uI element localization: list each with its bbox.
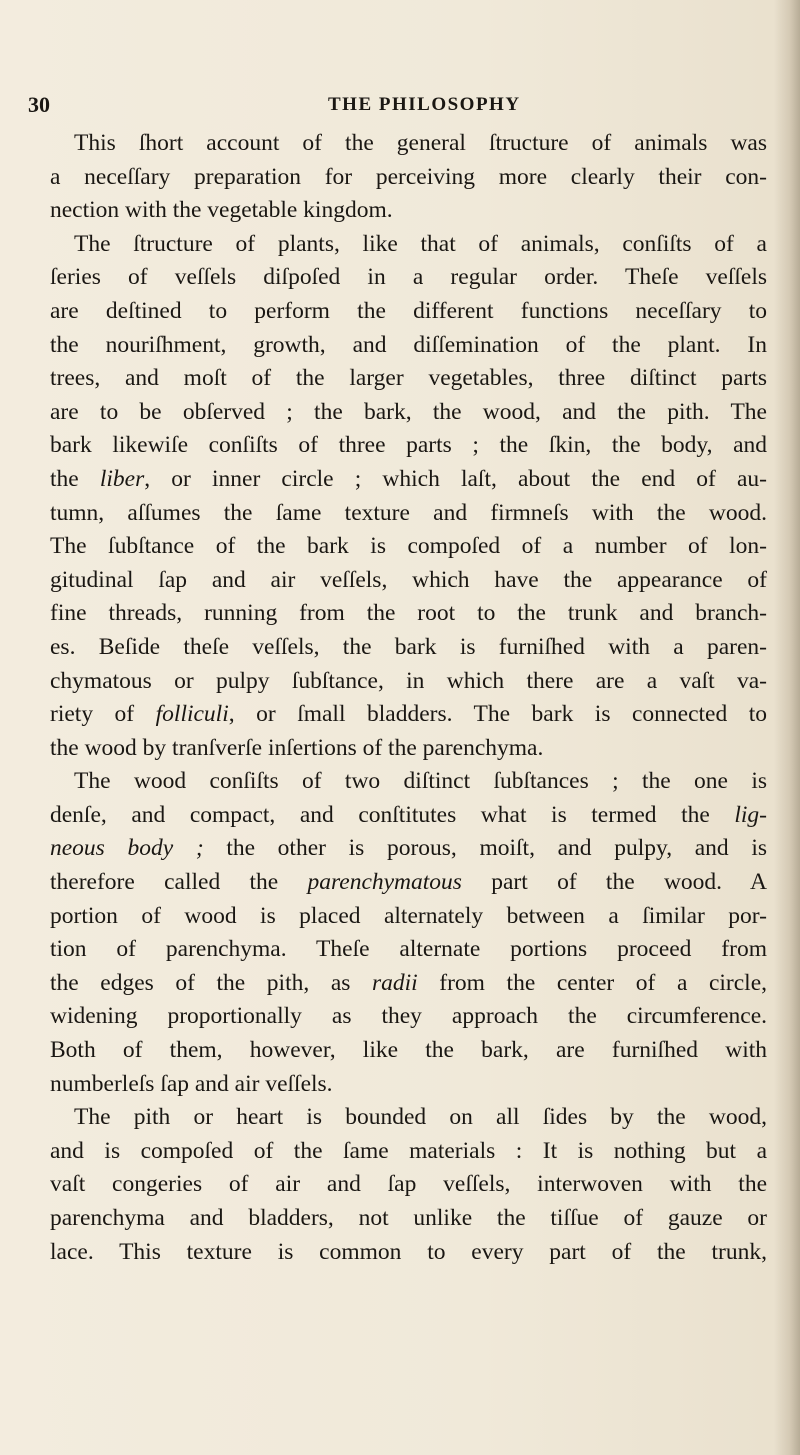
text-segment: The ſubſtance of the bark is compoſed of a number of lon- — [50, 533, 767, 560]
text-line — [50, 665, 767, 699]
text-segment: vaſt congeries of air and ſap veſſels, interwoven with the — [50, 1171, 767, 1198]
text-line — [50, 497, 767, 531]
text-line — [50, 261, 767, 295]
text-line — [50, 429, 767, 463]
text-line — [50, 564, 767, 598]
text-line — [50, 1034, 767, 1068]
text-segment: and is compoſed of the ſame materials : It is nothing but a — [50, 1137, 767, 1164]
text-segment: the other is porous, moiſt, and pulpy, and is — [203, 835, 767, 862]
text-line — [50, 329, 767, 363]
text-segment: , or ſmall bladders. The bark is connected to — [228, 701, 768, 728]
page-header — [28, 92, 768, 124]
text-segment: nection with the vegetable kingdom. — [50, 197, 393, 224]
page-edge-shadow — [774, 0, 800, 1455]
text-line — [50, 732, 767, 766]
text-segment: lace. This texture is common to every part of the trunk, — [50, 1238, 767, 1265]
text-line — [50, 127, 767, 161]
text-segment: bark likewiſe conſiſts of three parts ; the ſkin, the body, and — [50, 432, 767, 459]
text-segment: parenchyma and bladders, not unlike the tiſſue of gauze or — [50, 1205, 767, 1231]
text-line — [50, 228, 767, 262]
text-line — [50, 1168, 767, 1202]
text-line — [50, 1068, 767, 1102]
text-segment: widening proportionally as they approach the circumference. — [50, 1003, 767, 1030]
italic-text: liber — [99, 465, 145, 492]
italic-text: neous body ; — [50, 835, 204, 862]
text-line — [50, 967, 767, 1001]
text-segment: , or inner circle ; which laſt, about the end of au- — [144, 465, 767, 492]
text-line — [50, 799, 767, 833]
text-segment: This ſhort account of the general ſtructure of animals was — [74, 130, 767, 156]
text-segment: es. Beſide theſe veſſels, the bark is furniſhed with a paren- — [50, 633, 767, 660]
text-segment: are deſtined to perform the different functions neceſſary to — [50, 297, 767, 324]
text-line — [50, 631, 767, 665]
text-segment: therefore called the — [50, 869, 308, 896]
text-segment: tumn, aſſumes the ſame texture and firmneſs with the wood. — [50, 499, 767, 526]
text-segment: from the center of a circle, — [417, 969, 768, 996]
text-segment: Both of them, however, like the bark, are furniſhed with — [50, 1037, 767, 1064]
text-segment: are to be obſerved ; the bark, the wood, and the pith. The — [50, 398, 767, 425]
text-line — [50, 194, 767, 228]
text-segment: portion of wood is placed alternately between a ſimilar por- — [50, 902, 767, 929]
text-segment: the edges of the pith, as — [50, 969, 372, 996]
text-segment: The ſtructure of plants, like that of animals, conſiſts of a — [74, 230, 767, 257]
text-line — [50, 362, 767, 396]
text-segment: part of the wood. A — [461, 869, 767, 896]
text-segment: riety of — [50, 701, 156, 728]
text-segment: trees, and moſt of the larger vegetables, three diſtinct parts — [50, 365, 767, 392]
text-line — [50, 866, 767, 900]
text-line — [50, 1000, 767, 1034]
text-line — [50, 1101, 767, 1135]
text-segment: a neceſſary preparation for perceiving more clearly their con- — [50, 163, 767, 190]
text-segment: numberleſs ſap and air veſſels. — [50, 1070, 333, 1097]
text-segment: The wood conſiſts of two diſtinct ſubſtances ; the one is — [74, 768, 767, 795]
italic-text: folliculi — [155, 701, 229, 728]
text-line — [50, 597, 767, 631]
text-segment: denſe, and compact, and conſtitutes what is termed the — [50, 801, 735, 828]
italic-text: lig- — [734, 801, 767, 828]
text-line — [50, 530, 767, 564]
text-line — [50, 463, 767, 497]
text-segment: the wood by tranſverſe inſertions of the parenchyma. — [50, 734, 544, 761]
text-line — [50, 698, 767, 732]
text-segment: chymatous or pulpy ſubſtance, in which there are a vaſt va- — [50, 667, 767, 694]
text-segment: tion of parenchyma. Theſe alternate portions proceed from — [50, 936, 767, 963]
text-segment: fine threads, running from the root to the trunk and branch- — [50, 600, 767, 627]
text-segment: the — [50, 465, 100, 492]
text-segment: ſeries of veſſels diſpoſed in a regular order. Theſe veſſels — [50, 264, 767, 291]
page-number: 30 — [28, 92, 50, 117]
text-line — [50, 1202, 767, 1236]
text-line — [50, 396, 767, 430]
italic-text: radii — [371, 969, 418, 996]
text-line — [50, 1236, 767, 1270]
text-line — [50, 832, 767, 866]
text-line — [50, 295, 767, 329]
text-line — [50, 933, 767, 967]
text-line — [50, 900, 767, 934]
text-segment: The pith or heart is bounded on all ſides by the wood, — [74, 1104, 767, 1131]
text-segment: the nouriſhment, growth, and diſſemination of the plant. In — [50, 331, 767, 358]
text-segment: gitudinal ſap and air veſſels, which have the appearance of — [50, 566, 767, 593]
running-head: THE PHILOSOPHY — [328, 94, 521, 115]
body-text — [50, 127, 767, 1269]
text-line — [50, 1135, 767, 1169]
text-line — [50, 765, 767, 799]
text-line — [50, 161, 767, 195]
italic-text: parenchymatous — [307, 869, 462, 896]
